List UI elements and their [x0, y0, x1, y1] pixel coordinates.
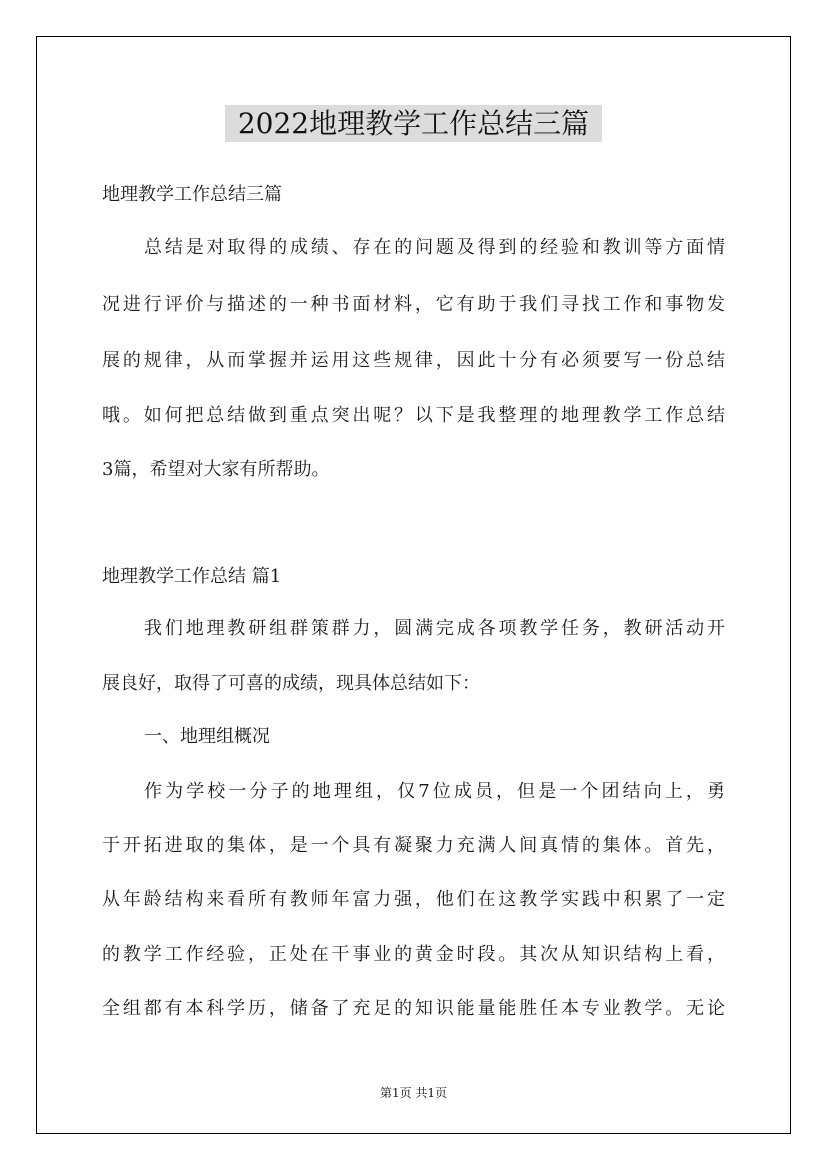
intro-line-1: 总结是对取得的成绩、存在的问题及得到的经验和教训等方面情 [144, 237, 725, 258]
para2-line-2: 于开拓进取的集体，是一个具有凝聚力充满人间真情的集体。首先， [102, 835, 725, 856]
intro-line-4: 哦。如何把总结做到重点突出呢？以下是我整理的地理教学工作总结 [102, 405, 725, 426]
para1-line-1: 我们地理教研组群策群力，圆满完成各项教学任务，教研活动开 [144, 618, 725, 639]
para2-line-4: 的教学工作经验，正处在干事业的黄金时段。其次从知识结构上看， [102, 944, 725, 965]
intro-line-3: 展的规律，从而掌握并运用这些规律，因此十分有必须要写一份总结 [102, 350, 725, 371]
para2-line-1: 作为学校一分子的地理组，仅7位成员，但是一个团结向上，勇 [144, 781, 725, 802]
document-subtitle: 地理教学工作总结三篇 [102, 184, 282, 205]
para2-line-5: 全组都有本科学历，储备了充足的知识能量能胜任本专业教学。无论 [102, 998, 725, 1019]
intro-line-2: 况进行评价与描述的一种书面材料，它有助于我们寻找工作和事物发 [102, 294, 725, 315]
page-number: 第1页 共1页 [379, 1086, 448, 1100]
para2-line-3: 从年龄结构来看所有教师年富力强，他们在这教学实践中积累了一定 [102, 889, 725, 910]
document-title: 2022地理教学工作总结三篇 [225, 105, 602, 142]
subheading: 一、地理组概况 [144, 726, 270, 747]
intro-line-5: 3篇，希望对大家有所帮助。 [102, 459, 330, 480]
para1-line-2: 展良好，取得了可喜的成绩，现具体总结如下： [102, 673, 480, 694]
section-heading: 地理教学工作总结 篇1 [102, 566, 282, 587]
